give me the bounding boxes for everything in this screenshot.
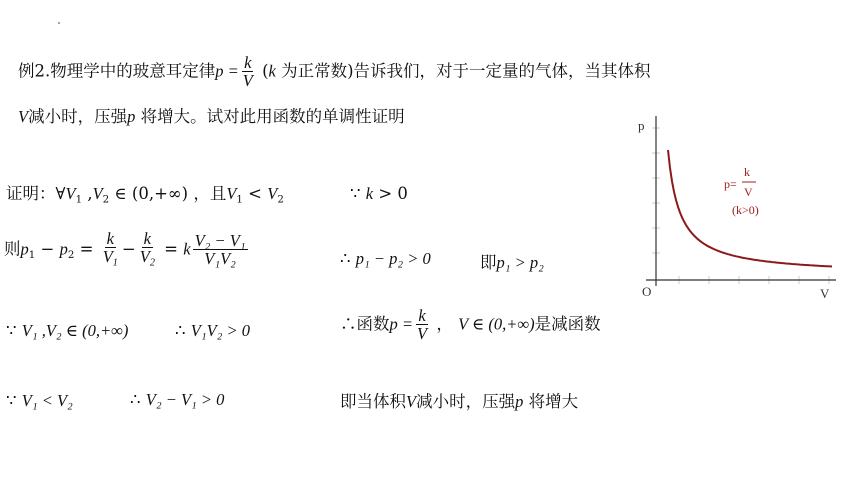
problem-line-1 [18,54,651,90]
p1-greater-p2: p₁ > p₂ [496,253,544,272]
formula-numerator: k [244,53,252,72]
therefore-symbol-2: ∴ [175,321,191,340]
v2-sub-b: 2 [277,194,284,206]
proof-row-4a [130,390,224,410]
origin-label: O [642,284,652,299]
comma: , [82,184,93,203]
then-label: 则 [4,239,21,259]
conclusion-text-3: 将增大 [528,392,579,411]
y-axis-label: p [638,118,645,133]
problem-line2-text: 减小时，压强 [28,107,128,126]
v1-sub-b: 1 [236,194,243,206]
frac1-den-var: V [102,247,113,267]
proof-row-4 [6,391,73,411]
p1-sub: 1 [28,249,36,261]
frac2-den-var: V [139,247,150,267]
because-symbol-3: ∵ [6,391,22,410]
function-fraction [415,307,429,343]
p1-var: p [20,239,29,259]
paren-open: ( [262,61,269,81]
frac1-den-sub: 1 [112,257,118,269]
conclusion-v: V [406,392,417,411]
graph-formula-den: V [744,185,753,199]
minus: − [35,239,60,259]
proof-row-1 [6,180,284,206]
x-axis-label: V [820,286,830,301]
therefore-symbol: ∴ [340,249,356,268]
namely-label: 即 [480,253,497,272]
problem-paren-text: 为正常数)告诉我们，对于一定量的气体，当其体积 [281,61,651,81]
proof-row-3 [6,321,128,341]
graph-condition: (k>0) [732,203,759,217]
k-positive: > 0 [373,184,408,203]
problem-intro: 例2.物理学中的玻意耳定律 [18,61,216,81]
function-lhs: p = [389,314,414,334]
fraction-diff [193,232,248,268]
volume-variable: V [18,107,29,126]
pv-graph [624,108,844,304]
equals-2: = [158,239,184,259]
therefore-symbol-3: ∴ [130,390,146,409]
proof-row-4b [340,388,578,412]
proof-row-3b [340,307,601,343]
frac2-num: k [143,229,151,248]
proof-row-2: 则$p_1 - p_2$ = $\frac{k}{V_1}$ − $\frac{k}{V_2}$ = k $\frac{\text{V₂ − V₁}}{\text{V₁V₂}}$ [4,229,246,269]
proof-label: 证明：∀ [6,184,66,203]
formula-lhs: p = [215,61,239,81]
v1-less-v2: V₁ < V₂ [21,391,73,410]
formula-fraction [241,54,255,90]
frac2-den [138,248,157,269]
therefore-function: ∴函数 [340,314,390,334]
fraction-k-v2 [138,230,157,270]
proof-row-1b [350,184,408,204]
p2-sub: 2 [67,249,75,261]
problem-line-2 [18,103,405,127]
k-var: k [365,184,374,203]
equals: = [74,239,99,259]
function-den: V [417,324,428,344]
v2-var: V [92,184,103,203]
pressure-variable: p [127,107,136,126]
v1-var: V [65,184,76,203]
proof-row-2b [340,249,431,269]
k-variable: k [268,61,276,81]
proof-row-2c [480,249,544,273]
fraction-k-v1 [101,230,120,270]
v1-sub: 1 [75,194,83,206]
v-in-interval: V₁ ,V₂ ∈ (0,+∞) [21,321,129,340]
p2-var: p [59,239,68,259]
frac1-num: k [106,229,114,248]
comma-2: ， [431,314,459,334]
frac2-den-sub: 2 [149,257,155,269]
function-num: k [418,306,426,325]
graph-formula-lhs: p= [724,177,737,191]
formula-denominator: V [242,71,253,91]
v-diff-positive: V₂ − V₁ > 0 [145,390,225,409]
interval-text: ∈ (0,+∞) ，且 [109,184,227,203]
conclusion-text-2: 减小时，压强 [416,392,516,411]
graph-formula-num: k [744,165,750,179]
decreasing-text: 是减函数 [534,314,601,334]
less-than: < [242,184,268,203]
problem-line2-end: 将增大。试对此用函数的单调性证明 [140,107,405,126]
frac3-num: V₂ − V₁ [194,231,246,250]
conclusion-text-1: 即当体积 [340,392,406,411]
v2-sub: 2 [102,194,110,206]
k-factor: k [183,239,191,259]
stray-dot [58,22,60,24]
frac3-den: V₁V₂ [204,249,236,269]
domain-set: V ∈ (0,+∞) [458,314,535,334]
product-positive: V₁V₂ > 0 [190,321,251,340]
proof-row-3a [175,321,250,341]
because-symbol: ∵ [350,184,366,203]
v1-var-b: V [226,184,237,203]
v2-var-b: V [267,184,278,203]
conclusion-p: p [515,392,524,411]
diff-positive: p₁ − p₂ > 0 [355,249,431,268]
because-symbol-2: ∵ [6,321,22,340]
frac1-den [101,248,120,269]
